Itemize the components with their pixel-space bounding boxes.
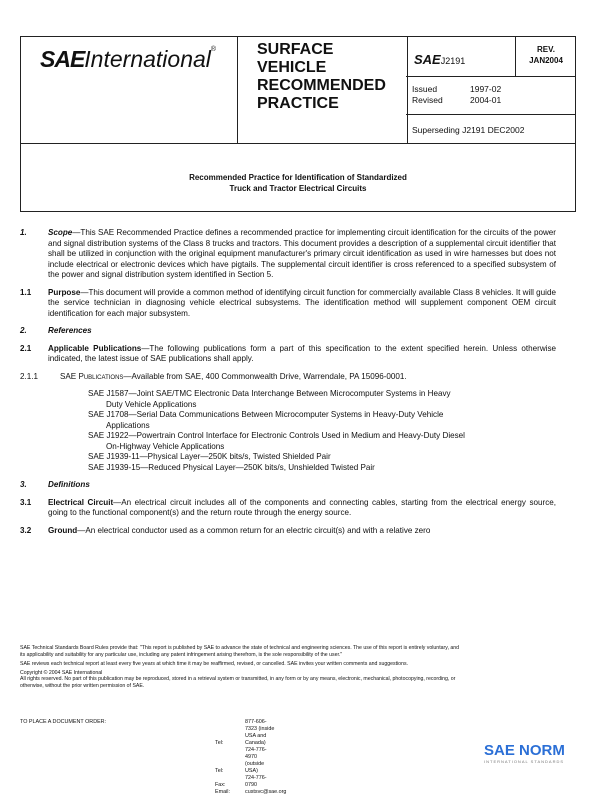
reference-item xyxy=(90,410,556,431)
section-1-1 xyxy=(20,288,556,320)
section-number: 3. xyxy=(20,480,27,489)
order-label: TO PLACE A DOCUMENT ORDER: xyxy=(20,719,107,725)
header-divider xyxy=(407,37,408,143)
section-3 xyxy=(20,480,556,491)
doc-prefix: SAE xyxy=(414,52,441,67)
section-2 xyxy=(20,326,556,337)
reference-line: SAE J1939-15—Reduced Physical Layer—250K bits/s, Unshielded Twisted Pair xyxy=(88,462,375,472)
section-number: 3.2 xyxy=(20,525,32,535)
sae-logo xyxy=(40,46,216,73)
phone-number: 724-776-4970 (outside USA) xyxy=(245,747,267,774)
reference-cont: Applications xyxy=(106,420,150,430)
reference-line: SAE J1939-11—Physical Layer—250K bits/s, Twisted Shielded Pair xyxy=(88,452,331,461)
reference-item xyxy=(90,431,556,452)
issued-label: Issued xyxy=(412,84,438,94)
contact-label: Tel: xyxy=(215,768,224,774)
doc-number-text: J2191 xyxy=(440,56,466,66)
reference-line: SAE J1708—Serial Data Communications Between Microcomputer Systems in Heavy-Duty Vehicle xyxy=(88,410,444,419)
footer-copyright: Copyright © 2004 SAE International xyxy=(20,669,103,676)
section-3-1 xyxy=(20,498,556,519)
logo-bold: SAE xyxy=(40,46,85,72)
rev-date: JAN2004 xyxy=(529,56,563,65)
section-number: 2. xyxy=(20,326,27,335)
logo-text: International xyxy=(84,46,211,72)
reference-line: SAE J1922—Powertrain Control Interface for Electronic Controls Used in Medium and Heavy-Duty Diesel xyxy=(88,431,465,440)
issued-date: 1997-02 xyxy=(470,84,502,94)
section-heading: Definitions xyxy=(48,480,90,489)
section-heading: SAE Publications xyxy=(60,371,124,381)
reference-item xyxy=(90,389,556,410)
section-heading: Ground xyxy=(48,525,78,535)
section-text: —The following publications form a part of this specification to the extent specified herein. Unless otherwise indicated, the latest issue of SAE publications shall apply. xyxy=(48,343,557,363)
section-heading: Applicable Publications xyxy=(48,343,142,353)
section-number: 2.1 xyxy=(20,343,32,353)
contact-label: Fax: xyxy=(215,782,226,788)
doc-type: SURFACE VEHICLE RECOMMENDED PRACTICE xyxy=(257,41,386,112)
contact-label: Email: xyxy=(215,789,230,795)
section-text: —This SAE Recommended Practice defines a recommended practice for implementing circuit identification for the circuits of the power and signal distribution systems of the Class 8 trucks and tractors. This document provides a description of a supplemental circuit identifier that shall be utilized in conjunction with the original equipment manufacturer's primary circuit identification as used in wire harnesses but does not include electrical or electronic devices which have pigtails. The supplemental circuit identifier is cross referenced to a specified subsystem of the power and signal distribution system identified in Section 5. xyxy=(48,228,556,279)
phone-number: 877-606-7323 (inside USA and Canada) xyxy=(245,719,275,746)
section-2-1-1 xyxy=(20,372,556,383)
logo-tm: ® xyxy=(210,46,217,53)
section-1 xyxy=(20,228,556,281)
superseding: Superseding J2191 DEC2002 xyxy=(412,125,525,135)
section-number: 2.1.1 xyxy=(20,371,39,381)
reference-list xyxy=(20,389,556,473)
reference-cont: Duty Vehicle Applications xyxy=(106,399,197,409)
revision-block xyxy=(520,44,572,66)
header-divider xyxy=(515,37,516,77)
section-text: —This document will provide a common method of identifying circuit function for commercially available Class 8 vehicles. It will guide the service technician in diagnosing vehicle electrical subsystems. The identification method will supplement component OEM circuit identification for each major subsystem. xyxy=(48,287,556,318)
fax-number: 724-776-0790 xyxy=(245,775,267,788)
footer-paragraph: SAE reviews each technical report at least every five years at which time it may be reaffirmed, revised, or cancelled. SAE invites your written comments and suggestions. xyxy=(20,660,408,667)
section-heading: References xyxy=(48,326,92,335)
section-text: —Available from SAE, 400 Commonwealth Drive, Warrendale, PA 15096-0001. xyxy=(123,371,407,381)
section-3-2 xyxy=(20,526,556,537)
footer-paragraph: All rights reserved. No part of this publication may be reproduced, stored in a retrieval system or transmitted, in any form or by any means, electronic, mechanical, photocopying, recording, or otherwise, without the prior written permission of SAE. xyxy=(20,676,456,689)
section-heading: Electrical Circuit xyxy=(48,497,114,507)
rev-label: REV. xyxy=(537,45,555,54)
sae-norm-watermark xyxy=(484,742,565,764)
section-heading: Purpose xyxy=(48,287,81,297)
section-text: —An electrical circuit includes all of the components and connecting cables, starting from the electrical energy source, going to the functional component(s) and the return route through the energy source. xyxy=(48,497,556,517)
reference-cont: On-Highway Vehicle Applications xyxy=(106,441,225,451)
section-text: —An electrical conductor used as a common return for an electric circuit(s) and with a relative zero xyxy=(77,525,431,535)
reference-item xyxy=(90,463,556,474)
document-body xyxy=(20,228,556,543)
title-line: Recommended Practice for Identification of Standardized xyxy=(189,173,407,182)
reference-item xyxy=(90,452,556,463)
header-divider xyxy=(237,37,238,143)
email-link[interactable]: custsvc@sae.org xyxy=(245,789,287,795)
watermark-text: SAE NORM xyxy=(484,742,565,759)
section-number: 1. xyxy=(20,228,27,237)
order-contacts xyxy=(215,719,287,796)
footer-notice xyxy=(20,645,460,692)
section-number: 1.1 xyxy=(20,287,32,297)
revised-date: 2004-01 xyxy=(470,95,502,105)
footer-paragraph: SAE Technical Standards Board Rules provide that: "This report is published by SAE to advance the state of technical and engineering sciences. The use of this report is entirely voluntary, and its applicability and suitability for any particular use, including any patent infringement arising therefrom, is the sole responsibility of the user." xyxy=(20,645,459,658)
contact-label: Tel: xyxy=(215,740,224,746)
watermark-subtext: INTERNATIONAL STANDARDS xyxy=(484,759,565,764)
section-heading: Scope xyxy=(48,228,73,237)
doc-number xyxy=(414,52,465,67)
header-rule xyxy=(406,76,576,77)
document-title xyxy=(20,172,576,194)
section-number: 3.1 xyxy=(20,497,32,507)
revised-label: Revised xyxy=(412,95,443,105)
reference-line: SAE J1587—Joint SAE/TMC Electronic Data Interchange Between Microcomputer Systems in Heavy xyxy=(88,389,451,398)
title-line: Truck and Tractor Electrical Circuits xyxy=(229,184,367,193)
issue-dates xyxy=(412,84,528,106)
header-rule xyxy=(406,114,576,115)
section-2-1 xyxy=(20,344,556,365)
